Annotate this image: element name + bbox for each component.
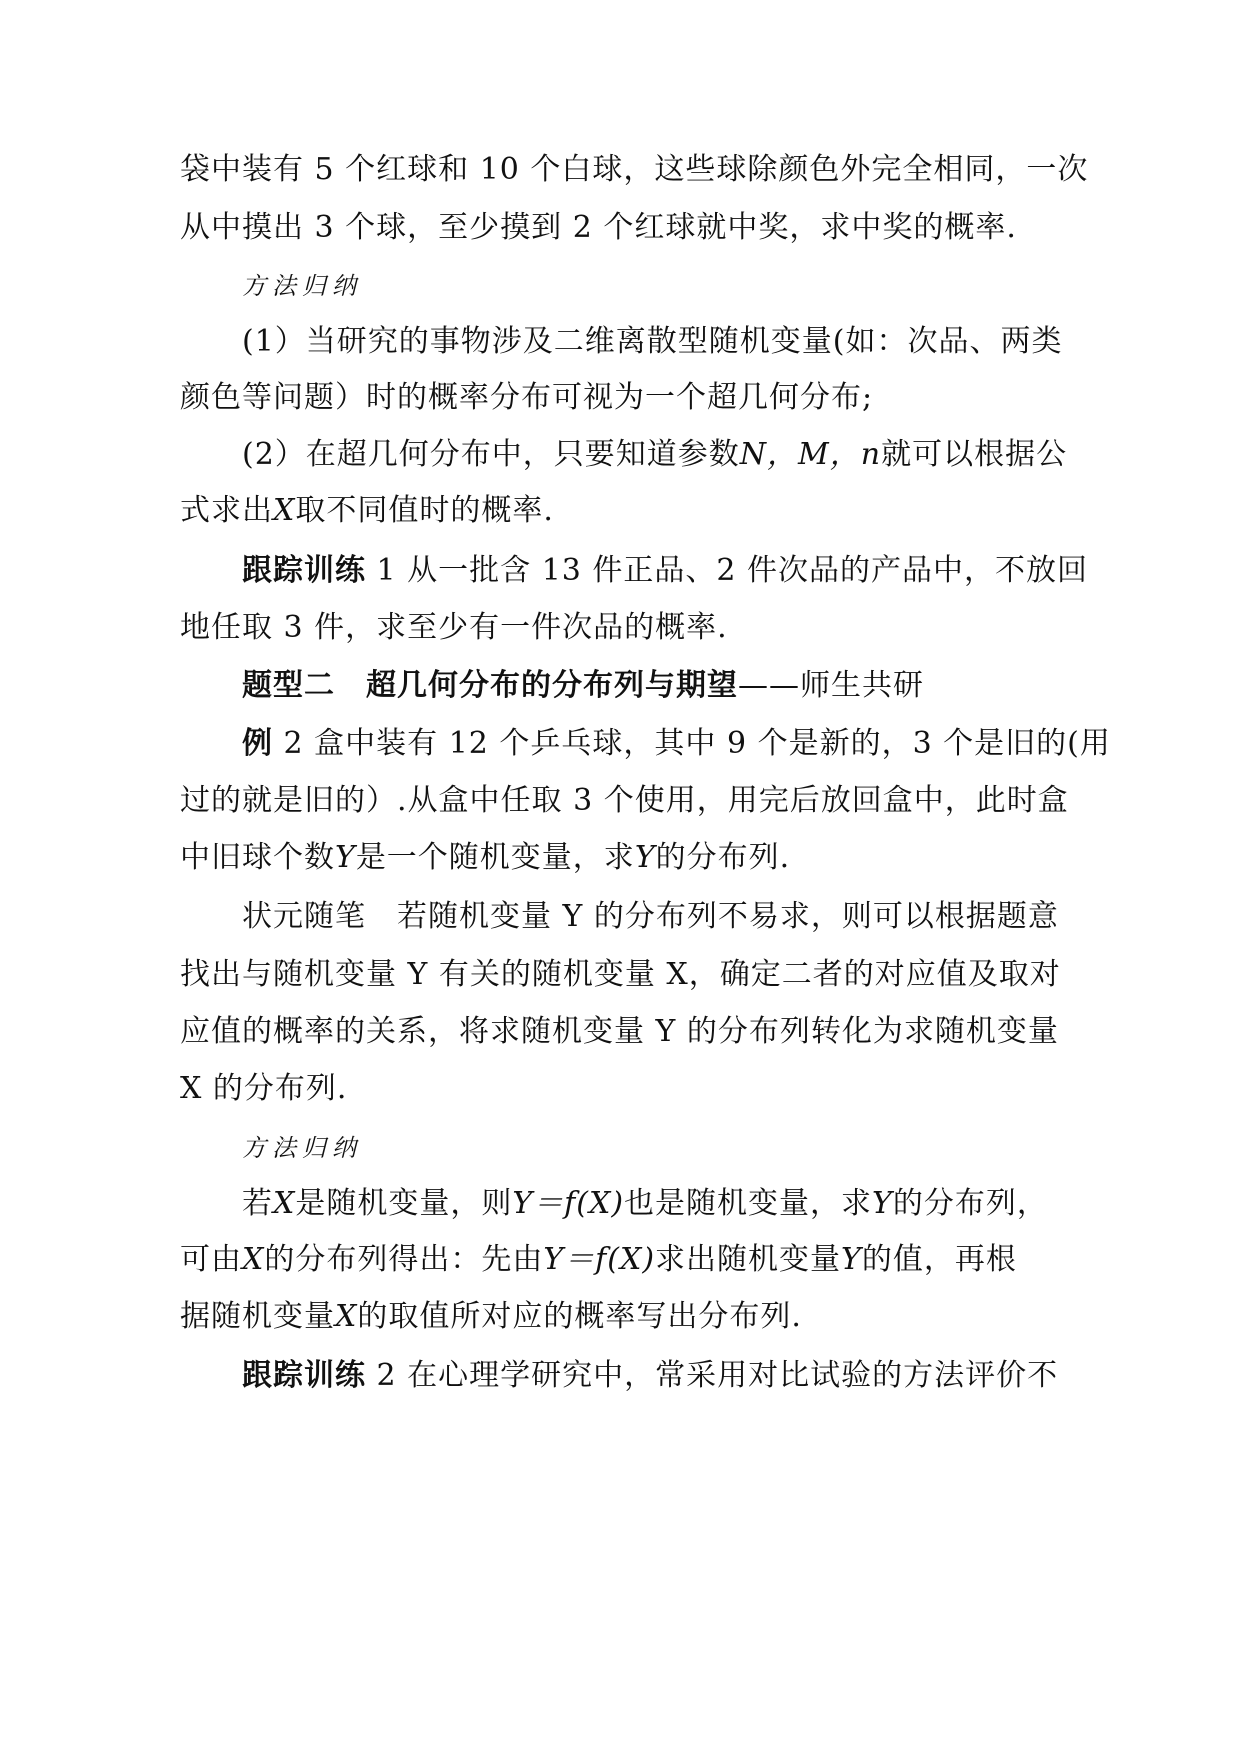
method-point-2-prefix: (2）在超几何分布中，只要知道参数	[242, 437, 740, 472]
method-summary-label-2: 方法归纳	[242, 1134, 362, 1162]
method-point-2-suffix: 就可以根据公	[881, 437, 1068, 472]
example-line-3-a: 中旧球个数	[180, 840, 335, 875]
method-2-line-1-b: 是随机变量，则	[295, 1186, 513, 1221]
variable-x: X	[273, 1186, 296, 1221]
method-2-line-1-c: 也是随机变量，求	[624, 1186, 873, 1221]
example-2-line-2: 过的就是旧的）.从盒中任取 3 个使用，用完后放回盒中，此时盒	[180, 783, 1069, 818]
parameter-variables: N，M，n	[739, 437, 882, 472]
method-2-line-2-c: 求出随机变量	[655, 1242, 842, 1277]
example-text-1: 2 盒中装有 12 个乒乓球，其中 9 个是新的，3 个是旧的(用	[273, 726, 1111, 761]
function-expression: Y＝f(X)	[512, 1186, 625, 1221]
section-title: 题型二 超几何分布的分布列与期望	[242, 668, 738, 703]
variable-y: Y	[335, 840, 356, 875]
example-2-line-3	[180, 838, 1070, 878]
method-point-2-line-2	[180, 491, 1070, 531]
practice-2-line-1	[242, 1356, 1072, 1396]
method-2-line-3	[180, 1297, 1070, 1337]
example-label: 例	[242, 726, 273, 761]
variable-x: X	[273, 493, 296, 528]
practice-1-line-1	[242, 551, 1089, 591]
method-point-1-line-2: 颜色等问题）时的概率分布可视为一个超几何分布;	[180, 380, 874, 415]
variable-x: X	[242, 1242, 265, 1277]
method-2-line-2-a: 可由	[180, 1242, 242, 1277]
example-2-line-1	[242, 724, 1111, 764]
example-line-3-b: 是一个随机变量，求	[355, 840, 635, 875]
method-point-2-line-1	[242, 435, 1072, 475]
note-line-1: 状元随笔 若随机变量 Y 的分布列不易求，则可以根据题意	[242, 899, 1059, 934]
variable-y: Y	[634, 840, 656, 875]
variable-x: X	[335, 1299, 358, 1334]
variable-y: Y	[841, 1242, 862, 1277]
method-2-line-1-d: 的分布列，	[892, 1186, 1048, 1221]
method-2-line-2-b: 的分布列得出：先由	[264, 1242, 544, 1277]
function-expression: Y＝f(X)	[543, 1242, 656, 1277]
method-point-1-line-1: (1）当研究的事物涉及二维离散型随机变量(如：次品、两类	[242, 324, 1063, 359]
practice-2-label: 跟踪训练	[242, 1358, 366, 1393]
note-line-2: 找出与随机变量 Y 有关的随机变量 X，确定二者的对应值及取对	[180, 957, 1061, 992]
practice-2-text: 2 在心理学研究中，常采用对比试验的方法评价不	[366, 1358, 1059, 1393]
problem-text-line-1: 袋中装有 5 个红球和 10 个白球，这些球除颜色外完全相同，一次	[180, 152, 1089, 187]
note-line-4: X 的分布列.	[180, 1071, 348, 1106]
method-point-2-line-2-b: 取不同值时的概率.	[295, 493, 554, 528]
section-subtitle: ——师生共研	[738, 668, 924, 703]
section-heading	[242, 666, 1072, 706]
method-2-line-3-b: 的取值所对应的概率写出分布列.	[357, 1299, 802, 1334]
practice-1-label: 跟踪训练	[242, 553, 366, 588]
note-line-3: 应值的概率的关系，将求随机变量 Y 的分布列转化为求随机变量	[180, 1014, 1059, 1049]
variable-y: Y	[872, 1186, 893, 1221]
practice-1-line-2: 地任取 3 件，求至少有一件次品的概率.	[180, 610, 728, 645]
practice-1-text: 1 从一批含 13 件正品、2 件次品的产品中，不放回	[366, 553, 1089, 588]
example-line-3-c: 的分布列.	[655, 840, 791, 875]
method-2-line-1-a: 若	[242, 1186, 273, 1221]
method-summary-label: 方法归纳	[242, 272, 362, 300]
method-2-line-2-d: 的值，再根	[861, 1242, 1017, 1277]
problem-text-line-2: 从中摸出 3 个球，至少摸到 2 个红球就中奖，求中奖的概率.	[180, 210, 1017, 245]
method-2-line-1	[242, 1184, 1072, 1224]
method-2-line-3-a: 据随机变量	[180, 1299, 335, 1334]
method-2-line-2	[180, 1240, 1070, 1280]
method-point-2-line-2-a: 式求出	[180, 493, 273, 528]
